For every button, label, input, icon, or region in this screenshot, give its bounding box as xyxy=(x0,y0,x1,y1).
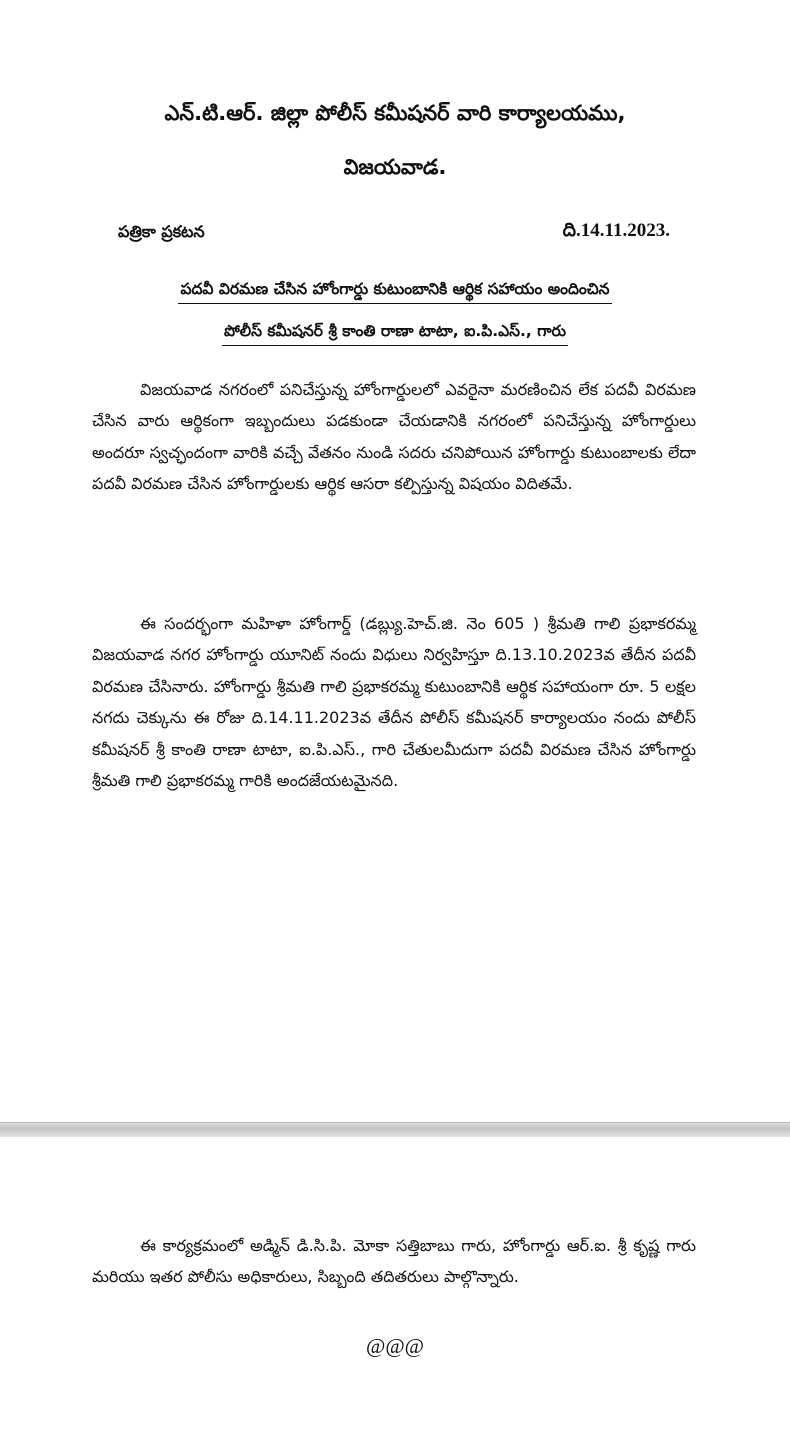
page-break-separator xyxy=(0,1122,790,1138)
press-release-label: పత్రికా ప్రకటన xyxy=(118,222,205,241)
release-date: ది.14.11.2023. xyxy=(562,220,670,241)
document-page-2 xyxy=(0,1137,790,1437)
body-paragraph-3: ఈ కార్యక్రమంలో అడ్మిన్ డి.సి.పి. మోకా సత్తిబాబు గారు, హోంగార్డు ఆర్.ఐ. శ్రీ కృష్ణ గారు మరియు ఇతర పోలీసు అధికారులు, సిబ్బంది తదితరులు పాల్గొన్నారు. xyxy=(92,1236,696,1287)
closing-mark: @@@ xyxy=(365,1334,425,1358)
headline-line-2 xyxy=(0,318,790,346)
body-paragraph-2: ఈ సందర్భంగా మహిళా హోంగార్డ్ (డబ్ల్యు.హెచ్.జి. నెం 605 ) శ్రీమతి గాలి ప్రభాకరమ్మ విజయవాడ నగర హోంగార్డు యూనిట్ నందు విధులు నిర్వహిస్తూ ది.13.10.2023వ తేదీన పదవీ విరమణ చేసినారు. హోంగార్డు శ్రీమతి గాలి ప్రభాకరమ్మ కుటుంబానికి ఆర్థిక సహాయంగా రూ. 5 లక్షల నగదు చెక్కును ఈ రోజు ది.14.11.2023వ తేదీన పోలీస్ కమీషనర్ కార్యాలయం నందు పోలీస్ కమీషనర్ శ్రీ కాంతి రాణా టాటా, ఐ.పి.ఎస్., గారి చేతులమీదుగా పదవీ విరమణ చేసిన హోంగార్డు శ్రీమతి గాలి ప్రభాకరమ్మ గారికి అందజేయటమైనది. xyxy=(92,614,696,791)
headline-line-2-text: పోలీస్ కమీషనర్ శ్రీ కాంతి రాణా టాటా, ఐ.పి.ఎస్., గారు xyxy=(222,318,568,346)
office-title: ఎన్.టి.ఆర్. జిల్లా పోలీస్ కమీషనర్ వారి కార్యాలయము, xyxy=(164,101,626,125)
headline-line-1 xyxy=(0,276,790,304)
headline-line-1-text: పదవీ విరమణ చేసిన హోంగార్డు కుటుంబానికి ఆర్థిక సహాయం అందించిన xyxy=(178,276,611,304)
body-paragraph-1: విజయవాడ నగరంలో పనిచేస్తున్న హోంగార్డులలో ఎవరైనా మరణించిన లేక పదవీ విరమణ చేసిన వారు ఆర్థికంగా ఇబ్బందులు పడకుండా చేయడానికి నగరంలో పనిచేస్తున్న హోంగార్డులు అందరూ స్వచ్ఛందంగా వారికి వచ్చే వేతనం నుండి సదరు చనిపోయిన హోంగార్డు కుటుంబాలకు లేదా పదవీ విరమణ చేసిన హోంగార్డులకు ఆర్థిక ఆసరా కల్పిస్తున్న విషయం విదితమే. xyxy=(92,380,696,494)
office-city: విజయవాడ. xyxy=(343,155,447,179)
